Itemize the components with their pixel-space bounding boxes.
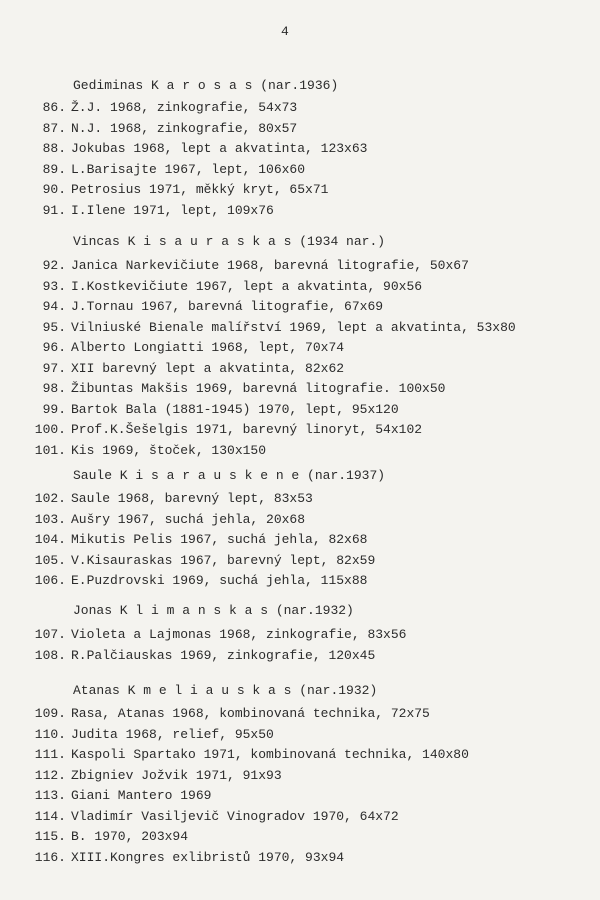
list-item — [0, 553, 600, 574]
entry-number: 113. — [34, 788, 66, 803]
entry-number: 86. — [42, 100, 66, 115]
entry-text: R.Palčiauskas 1969, zinkografie, 120x45 — [71, 647, 376, 663]
entry-number: 92. — [42, 258, 66, 273]
entry-text: XII barevný lept a akvatinta, 82x62 — [71, 360, 345, 376]
list-item — [0, 141, 600, 162]
entry-text: V.Kisauraskas 1967, barevný lept, 82x59 — [71, 552, 376, 568]
entry-number: 107. — [34, 627, 66, 642]
entry-text: Saule 1968, barevný lept, 83x53 — [71, 491, 313, 506]
entry-number: 99. — [42, 401, 66, 417]
entry-number: 90. — [42, 182, 66, 197]
entry-number: 95. — [42, 319, 66, 335]
entry-text: Bartok Bala (1881-1945) 1970, lept, 95x120 — [71, 401, 399, 417]
artist-heading: Vincas K i s a u r a s k a s (1934 nar.) — [73, 234, 386, 249]
list-item — [0, 402, 600, 423]
list-item — [0, 491, 600, 512]
entry-text: Alberto Longiatti 1968, lept, 70x74 — [71, 340, 345, 355]
list-item — [0, 121, 600, 142]
entry-number: 110. — [34, 726, 66, 742]
entry-number: 94. — [42, 299, 66, 314]
entry-number: 102. — [34, 491, 66, 506]
entry-number: 91. — [42, 202, 66, 218]
entry-list — [0, 258, 600, 463]
entry-text: Vilniuské Bienale malířství 1969, lept a akvatinta, 53x80 — [71, 319, 516, 335]
entry-text: Prof.K.Šešelgis 1971, barevný linoryt, 54x102 — [71, 422, 423, 437]
entry-text: Janica Narkevičiute 1968, barevná litografie, 50x67 — [71, 258, 469, 273]
entry-text: Ž.J. 1968, zinkografie, 54x73 — [71, 100, 298, 115]
entry-number: 103. — [34, 511, 66, 527]
entry-text: Violeta a Lajmonas 1968, zinkografie, 83x56 — [71, 627, 407, 642]
entry-text: Zbigniev Jožvik 1971, 91x93 — [71, 767, 282, 783]
list-item — [0, 850, 600, 871]
page-number: 4 — [281, 24, 289, 39]
entry-number: 114. — [34, 808, 66, 824]
entry-number: 89. — [42, 161, 66, 177]
entry-text: Jokubas 1968, lept a akvatinta, 123x63 — [71, 141, 368, 156]
list-item — [0, 381, 600, 402]
entry-text: N.J. 1968, zinkografie, 80x57 — [71, 120, 298, 136]
list-item — [0, 182, 600, 203]
entry-number: 97. — [42, 360, 66, 376]
entry-text: L.Barisajte 1967, lept, 106x60 — [71, 161, 306, 177]
entry-number: 100. — [34, 422, 66, 437]
artist-heading: Saule K i s a r a u s k e n e (nar.1937) — [73, 468, 386, 483]
entry-text: Judita 1968, relief, 95x50 — [71, 726, 274, 742]
entry-number: 106. — [34, 573, 66, 588]
entry-number: 101. — [34, 442, 66, 458]
entry-number: 112. — [34, 767, 66, 783]
list-item — [0, 100, 600, 121]
list-item — [0, 788, 600, 809]
list-item — [0, 627, 600, 648]
entry-text: Petrosius 1971, měkký kryt, 65x71 — [71, 182, 329, 197]
entry-number: 108. — [34, 647, 66, 663]
list-item — [0, 706, 600, 727]
entry-text: XIII.Kongres exlibristů 1970, 93x94 — [71, 849, 345, 865]
list-item — [0, 443, 600, 464]
entry-text: I.Ilene 1971, lept, 109x76 — [71, 202, 274, 218]
entry-list — [0, 627, 600, 668]
list-item — [0, 279, 600, 300]
entry-text: Aušry 1967, suchá jehla, 20x68 — [71, 511, 306, 527]
entry-number: 116. — [34, 849, 66, 865]
entry-number: 98. — [42, 381, 66, 396]
entry-text: Žibuntas Makšis 1969, barevná litografie. 100x50 — [71, 381, 446, 396]
entry-text: Kaspoli Spartako 1971, kombinovaná technika, 140x80 — [71, 747, 469, 762]
list-item — [0, 532, 600, 553]
list-item — [0, 727, 600, 748]
list-item — [0, 573, 600, 594]
entry-number: 115. — [34, 829, 66, 844]
list-item — [0, 203, 600, 224]
list-item — [0, 320, 600, 341]
list-item — [0, 299, 600, 320]
entry-text: I.Kostkevičiute 1967, lept a akvatinta, 90x56 — [71, 278, 423, 294]
entry-number: 93. — [42, 278, 66, 294]
entry-text: E.Puzdrovski 1969, suchá jehla, 115x88 — [71, 573, 368, 588]
list-item — [0, 162, 600, 183]
entry-text: B. 1970, 203x94 — [71, 829, 189, 844]
entry-text: Rasa, Atanas 1968, kombinovaná technika, 72x75 — [71, 706, 430, 721]
entry-list — [0, 706, 600, 870]
entry-list — [0, 491, 600, 594]
list-item — [0, 648, 600, 669]
entry-text: Giani Mantero 1969 — [71, 788, 212, 803]
list-item — [0, 809, 600, 830]
list-item — [0, 829, 600, 850]
artist-heading: Jonas K l i m a n s k a s (nar.1932) — [73, 603, 354, 618]
artist-heading: Atanas K m e l i a u s k a s (nar.1932) — [73, 683, 378, 698]
entry-number: 96. — [42, 340, 66, 355]
list-item — [0, 340, 600, 361]
list-item — [0, 747, 600, 768]
list-item — [0, 768, 600, 789]
entry-number: 88. — [42, 141, 66, 156]
entry-number: 105. — [34, 552, 66, 568]
artist-heading: Gediminas K a r o s a s (nar.1936) — [73, 78, 339, 93]
list-item — [0, 361, 600, 382]
list-item — [0, 258, 600, 279]
entry-list — [0, 100, 600, 223]
entry-text: Kis 1969, štoček, 130x150 — [71, 442, 267, 458]
entry-number: 87. — [42, 120, 66, 136]
entry-text: J.Tornau 1967, barevná litografie, 67x69 — [71, 299, 384, 314]
entry-number: 111. — [34, 747, 66, 762]
entry-text: Vladimír Vasiljevič Vinogradov 1970, 64x72 — [71, 808, 399, 824]
entry-number: 109. — [34, 706, 66, 721]
list-item — [0, 422, 600, 443]
entry-number: 104. — [34, 532, 66, 547]
list-item — [0, 512, 600, 533]
entry-text: Mikutis Pelis 1967, suchá jehla, 82x68 — [71, 532, 368, 547]
